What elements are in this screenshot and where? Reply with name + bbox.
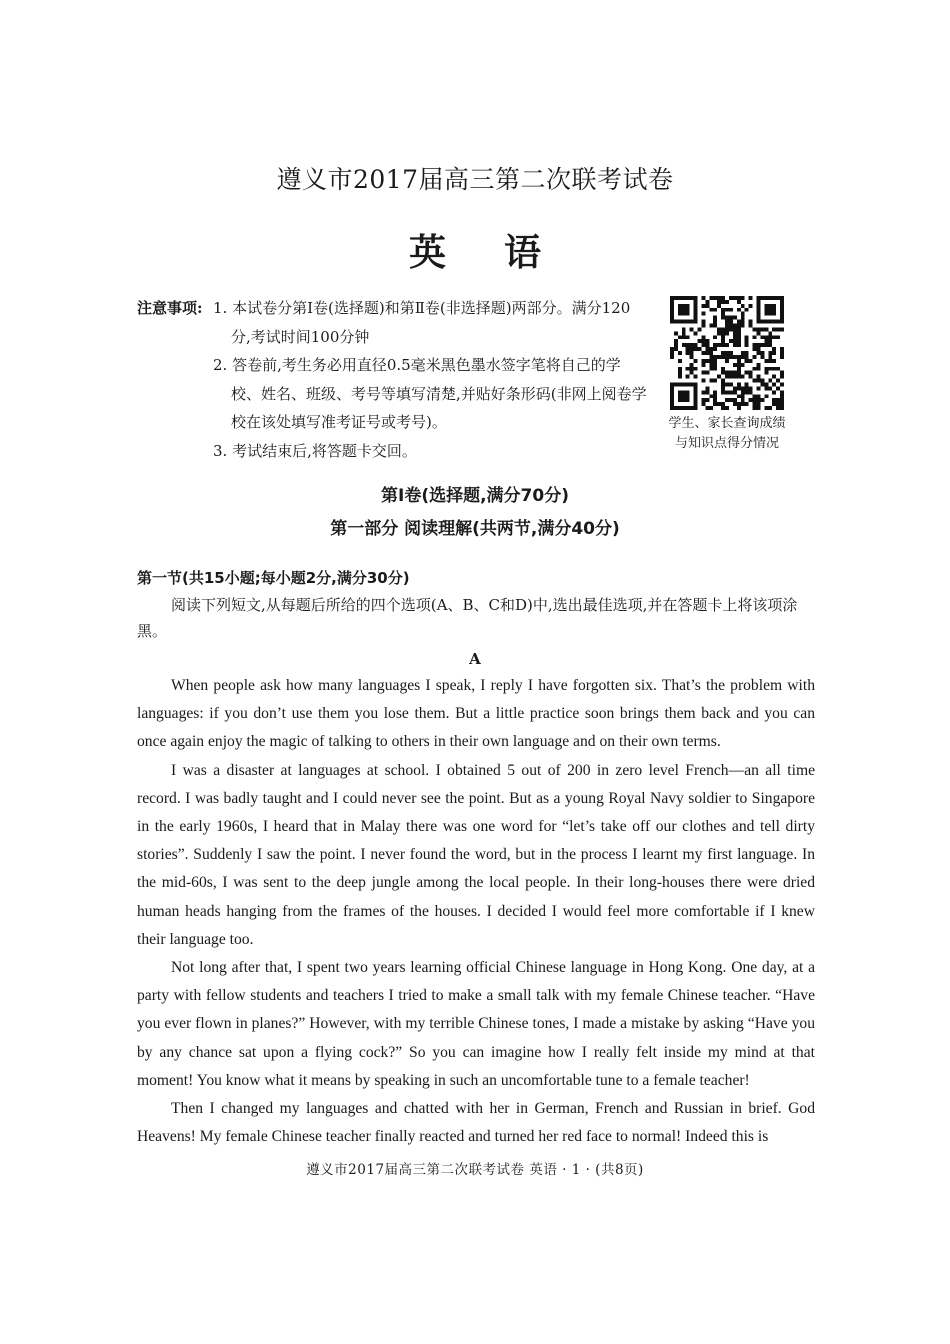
volume-heading: 第Ⅰ卷(选择题,满分70分): [381, 486, 569, 506]
qr-block: [668, 296, 786, 454]
qr-caption-line1: 学生、家长查询成绩: [668, 416, 786, 431]
notice-item: 2. 答卷前,考生务必用直径0.5毫米黑色墨水签字笔将自己的学校、姓名、班级、考号等填写清楚,并贴好条形码(非网上阅卷学校在该处填写准考证号或考号)。: [213, 356, 647, 431]
notice-item: 1. 本试卷分第Ⅰ卷(选择题)和第Ⅱ卷(非选择题)两部分。满分120分,考试时间100分钟: [213, 299, 631, 346]
passage-letter: A: [469, 650, 481, 668]
section-title: 第一节(共15小题;每小题2分,满分30分): [137, 569, 410, 587]
passage-paragraph: Not long after that, I spent two years learning official Chinese language in Hong Kong. One day, at a party with fellow students and teachers I tried to make a small talk with my female Chinese teacher. “Have you ever flown in planes?” However, with my terrible Chinese tones, I made a mistake by asking “Have you by any chance sat upon a flying cock?” So you can imagine how I really felt inside my mind at that moment! You know what it means by speaking in such an uncomfortable tune to a female teacher!: [137, 959, 815, 1089]
passage-paragraph: I was a disaster at languages at school. I obtained 5 out of 200 in zero level French—an all time record. I was badly taught and I could never see the point. But as a young Royal Navy soldier to Singapore in the early 1960s, I heard that in Malay there was one word for “let’s take off our clothes and tell dirty stories”. Suddenly I saw the point. I never found the word, but in the process I learnt my first language. In the mid-60s, I was sent to the deep jungle among the local people. In their long-houses there were dried human heads hanging from the frames of the houses. I decided I would feel more comfortable if I knew their language too.: [137, 761, 815, 948]
subject-title: 英语: [409, 230, 599, 274]
page-footer: 遵义市2017届高三第二次联考试卷 英语 · 1 · (共8页): [306, 1162, 644, 1178]
notice-items: [213, 294, 649, 465]
section-instructions: 阅读下列短文,从每题后所给的四个选项(A、B、C和D)中,选出最佳选项,并在答题卡上将该项涂黑。: [137, 596, 798, 640]
qr-caption-line2: 与知识点得分情况: [674, 436, 779, 451]
notice-label: 注意事项:: [137, 299, 203, 317]
passage-body: [137, 672, 815, 1151]
exam-title: 遵义市2017届高三第二次联考试卷: [276, 165, 674, 194]
notice-block: [137, 294, 649, 465]
notice-item: 3. 考试结束后,将答题卡交回。: [213, 441, 417, 460]
part-heading: 第一部分 阅读理解(共两节,满分40分): [330, 519, 620, 539]
qr-code-icon[interactable]: [670, 296, 784, 410]
passage-paragraph: Then I changed my languages and chatted with her in German, French and Russian in brief. God Heavens! My female Chinese teacher finally reacted and turned her red face to normal! Indeed this is: [137, 1100, 815, 1146]
passage-paragraph: When people ask how many languages I speak, I reply I have forgotten six. That’s the problem with languages: if you don’t use them you lose them. But a little practice soon brings them back and you can once again enjoy the magic of talking to others in their own language and on their own terms.: [137, 677, 815, 751]
